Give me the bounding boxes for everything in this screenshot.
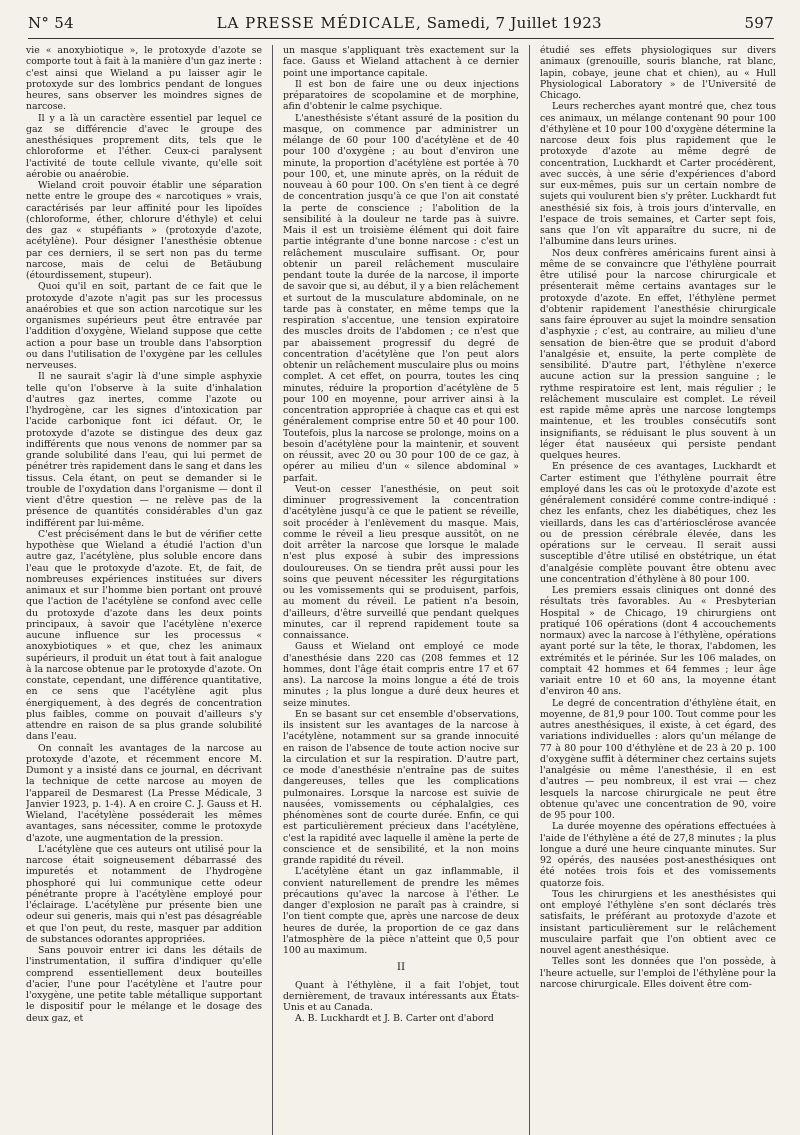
paragraph: L'acétylène que ces auteurs ont utilisé pour la narcose était soigneusement débarrassé des impuretés et notamment de l'hydrogène phosphoré qui lui communique cette odeur pénétrante propre à l'acétylène employé pour l'éclairage. L'acétylène pur présente bien une odeur sui generis, mais qui n'est pas désagréable et que l'on peut, du reste, masquer par addition de substances odorantes appropriées. <box>26 843 263 945</box>
paragraph: L'acétylène étant un gaz inflammable, il convient naturellement de prendre les mêmes précautions qu'avec la narcose à l'éther. Le danger d'explosion ne paraît pas à craindre, si l'on tient compte que, après une narcose de deux heures de durée, la proportion de ce gaz dans l'atmosphère de la pièce n'atteint que 0,5 pour 100 au maximum. <box>282 866 519 956</box>
paragraph: Gauss et Wieland ont employé ce mode d'anesthésie dans 220 cas (208 femmes et 12 hommes, dont l'âge était compris entre 17 et 67 ans). La narcose la moins longue a été de trois minutes ; la plus longue a duré deux heures et seize minutes. <box>282 641 519 709</box>
column-1 <box>26 45 262 1135</box>
paragraph: Telles sont les données que l'on possède, à l'heure actuelle, sur l'emploi de l'éthylène pour la narcose chirurgicale. Elles doivent être com- <box>539 956 776 990</box>
masthead <box>217 14 602 32</box>
paragraph: étudié ses effets physiologiques sur divers animaux (grenouille, souris blanche, rat blanc, lapin, cobaye, jeune chat et chien), au « Hull Physiological Laboratory » de l'Université de Chicago. <box>539 45 776 101</box>
column-2 <box>283 45 519 1135</box>
paragraph: On connaît les avantages de la narcose au protoxyde d'azote, et récemment encore M. Dumont y a insisté dans ce journal, en décrivant la technique de cette narcose au moyen de l'appareil de Desmarest (La Presse Médicale, 3 Janvier 1923, p. 1-4). A en croire C. J. Gauss et H. Wieland, l'acétylène posséderait les mêmes avantages, sans nécessiter, comme le protoxyde d'azote, une augmentation de la pression. <box>26 742 263 844</box>
paragraph: Tous les chirurgiens et les anesthésistes qui ont employé l'éthylène s'en sont déclarés très satisfaits, le préférant au protoxyde d'azote et insistant particulièrement sur le relâchement musculaire parfait que l'on obtient avec ce nouvel agent anesthésique. <box>539 888 776 956</box>
section-number: II <box>396 961 406 974</box>
paragraph: Sans pouvoir entrer ici dans les détails de l'instrumentation, il suffira d'indiquer qu'elle comprend essentiellement deux bouteilles d'acier, l'une pour l'acétylène et l'autre pour l'oxygène, une petite table métallique supportant le dispositif pour le mélange et le dosage des deux gaz, et <box>26 945 263 1024</box>
column-rule <box>529 45 530 1135</box>
paragraph: En se basant sur cet ensemble d'observations, ils insistent sur les avantages de la narcose à l'acétylène, notamment sur sa grande innocuité en raison de l'absence de toute action nocive sur la circulation et sur la respiration. D'autre part, ce mode d'anesthésie n'entraîne pas de suites dangereuses, telles que les complications pulmonaires. Lorsque la narcose est suivie de nausées, vomissements ou céphalalgies, ces phénomènes sont de courte durée. Enfin, ce qui est particulièrement précieux dans l'acétylène, c'est la rapidité avec laquelle il amène la perte de conscience et de sensibilité, et la non moins grande rapidité du réveil. <box>282 708 519 866</box>
paragraph: Veut-on cesser l'anesthésie, on peut soit diminuer progressivement la concentration d'acétylène jusqu'à ce que le patient se réveille, soit procéder à l'enlèvement du masque. Mais, comme le réveil a lieu presque aussitôt, on ne doit arrêter la narcose que lorsque le malade n'est plus exposé à subir des impressions douloureuses. On se tiendra prêt aussi pour les soins que peuvent nécessiter les régurgitations ou les vomissements qui se produisent, parfois, au moment du réveil. Le patient n'a besoin, d'ailleurs, d'être surveillé que pendant quelques minutes, car il reprend rapidement toute sa connaissance. <box>282 483 519 641</box>
paragraph: En présence de ces avantages, Luckhardt et Carter estiment que l'éthylène pourrait être employé dans les cas où le protoxyde d'azote est généralement considéré comme contre-indiqué : chez les enfants, chez les diabétiques, chez les vieillards, dans les cas d'artériosclérose avancée ou de pression cérébrale élevée, dans les opérations sur le cerveau. Il serait aussi susceptible d'être utilisé en obstétrique, un état d'analgésie complète pouvant être obtenu avec une concentration d'éthylène à 80 pour 100. <box>539 461 776 585</box>
paragraph: vie « anoxybiotique », le protoxyde d'azote se comporte tout à fait à la manière d'un gaz inerte : c'est ainsi que Wieland a pu laisser agir le protoxyde sur des lombrics pendant de longues heures, sans observer les moindres signes de narcose. <box>26 45 263 113</box>
page-number: 597 <box>744 14 774 32</box>
issue-number: N° 54 <box>28 14 74 32</box>
column-3 <box>540 45 776 1135</box>
paragraph: Quant à l'éthylène, il a fait l'objet, tout dernièrement, de travaux intéressants aux États-Unis et au Canada. <box>282 979 519 1013</box>
column-rule <box>272 45 273 1135</box>
text-columns <box>26 45 776 1135</box>
paragraph: A. B. Luckhardt et J. B. Carter ont d'abord <box>294 1013 494 1025</box>
paragraph: Il est bon de faire une ou deux injections préparatoires de scopolamine et de morphine, afin d'obtenir le calme psychique. <box>282 78 519 113</box>
page-header <box>28 14 774 39</box>
paragraph: Le degré de concentration d'éthylène était, en moyenne, de 81,9 pour 100. Tout comme pour les autres anesthésiques, il existe, à cet égard, des variations individuelles : alors qu'un mélange de 77 à 80 pour 100 d'éthylène et de 23 à 20 p. 100 d'oxygène suffit à déterminer chez certains sujets l'analgésie ou même l'anesthésie, il en est d'autres — peu nombreux, il est vrai — chez lesquels la narcose chirurgicale ne peut être obtenue qu'avec une concentration de 90, voire de 95 pour 100. <box>539 697 776 821</box>
paragraph: Wieland croit pouvoir établir une séparation nette entre le groupe des « narcotiques » vrais, caractérisés par leur affinité pour les lipoïdes (chloroforme, éther, chlorure d'éthyle) et celui des gaz « stupéfiants » (protoxyde d'azote, acétylène). Pour désigner l'anesthésie obtenue par ces derniers, il se sert non pas du terme narcose, mais de celui de Betäubung (étourdissement, stupeur). <box>26 180 263 281</box>
paragraph: C'est précisément dans le but de vérifier cette hypothèse que Wieland a étudié l'action d'un autre gaz, l'acétylène, plus soluble encore dans l'eau que le protoxyde d'azote. Et, de fait, de nombreuses expériences instituées sur divers animaux et sur l'homme bien portant ont prouvé que l'action de l'acétylène se confond avec celle du protoxyde d'azote dans les deux points principaux, à savoir que l'acétylène n'exerce aucune influence sur les processus « anoxybiotiques » et que, chez les animaux supérieurs, il produit un état tout à fait analogue à la narcose obtenue par le protoxyde d'azote. On constate, cependant, une différence quantitative, en ce sens que l'acétylène agit plus énergiquement, à des degrés de concentration plus faibles, comme on pouvait d'ailleurs s'y attendre en raison de sa plus grande solubilité dans l'eau. <box>26 528 263 743</box>
paragraph: Il y a là un caractère essentiel par lequel ce gaz se différencie d'avec le groupe des anesthésiques proprement dits, tels que le chloroforme et l'éther. Ceux-ci paralysent l'activité de toute cellule vivante, qu'elle soit aérobie ou anaérobie. <box>26 112 263 180</box>
paragraph: Les premiers essais cliniques ont donné des résultats très favorables. Au « Presbyterian Hospital » de Chicago, 19 chirurgiens ont pratiqué 106 opérations (dont 4 accouchements normaux) avec la narcose à l'éthylène, opérations ayant porté sur la tête, le thorax, l'abdomen, les extrémités et le périnée. Sur les 106 malades, on comptait 42 hommes et 64 femmes ; leur âge variait entre 10 et 60 ans, la moyenne étant d'environ 40 ans. <box>539 585 776 698</box>
paragraph: Il ne saurait s'agir là d'une simple asphyxie telle qu'on l'observe à la suite d'inhalation d'autres gaz inertes, comme l'azote ou l'hydrogène, car les signes d'intoxication par l'acide carbonique font ici défaut. Or, le protoxyde d'azote se distingue des deux gaz indifférents que nous venons de nommer par sa grande solubilité dans l'eau, qui lui permet de pénétrer très rapidement dans le sang et dans les tissus. Cela étant, on peut se demander si le trouble de l'oxydation dans l'organisme — dont il vient d'être question — ne relève pas de la présence de quantités considérables d'un gaz indifférent par lui-même. <box>26 371 263 529</box>
journal-title: LA PRESSE MÉDICALE, <box>216 14 422 32</box>
paragraph: L'anesthésiste s'étant assuré de la position du masque, on commence par administrer un mélange de 60 pour 100 d'acétylène et de 40 pour 100 d'oxygène ; au bout d'environ une minute, la proportion d'acétylène est portée à 70 pour 100, et, une minute après, on la réduit de nouveau à 60 pour 100. On s'en tient à ce degré de concentration jusqu'à ce que l'on ait constaté la perte de conscience ; l'abolition de la sensibilité à la douleur ne tarde pas à suivre. Mais il est un troisième élément qui doit faire partie intégrante d'une bonne narcose : c'est un relâchement musculaire suffisant. Or, pour obtenir un pareil relâchement musculaire pendant toute la durée de la narcose, il importe de savoir que si, au début, il y a bien relâchement et surtout de la musculature abdominale, on ne tarde pas à constater, en même temps que la respiration s'accentue, une tension expiratoire des muscles droits de l'abdomen ; ce n'est que par abaissement progressif du degré de concentration d'acétylène que l'on peut alors obtenir un relâchement musculaire plus ou moins complet. A cet effet, on pourra, toutes les cinq minutes, réduire la proportion d'acétylène de 5 pour 100 en moyenne, pour arriver ainsi à la concentration appropriée à chaque cas et qui est généralement comprise entre 50 et 40 pour 100. Toutefois, plus la narcose se prolonge, moins on a besoin d'acétylène pour la maintenir, et souvent on réussit, avec 20 ou 30 pour 100 de ce gaz, à opérer au milieu d'un « silence abdominal » parfait. <box>282 112 519 484</box>
paragraph: Leurs recherches ayant montré que, chez tous ces animaux, un mélange contenant 90 pour 100 d'éthylène et 10 pour 100 d'oxygène détermine la narcose deux fois plus rapidement que le protoxyde d'azote au même degré de concentration, Luckhardt et Carter procédèrent, avec succès, à une série d'expériences d'abord sur eux-mêmes, puis sur un certain nombre de sujets qui voulurent bien s'y prêter. Luckhardt fut anesthésié six fois, à trois jours d'intervalle, en l'espace de trois semaines, et Carter sept fois, sans que l'on vît apparaître du sucre, ni de l'albumine dans leurs urines. <box>539 101 776 248</box>
paragraph: Nos deux confrères américains furent ainsi à même de se convaincre que l'éthylène pourrait être utilisé pour la narcose chirurgicale et présenterait même certains avantages sur le protoxyde d'azote. En effet, l'éthylène permet d'obtenir rapidement l'anesthésie chirurgicale sans faire éprouver au sujet la moindre sensation d'asphyxie ; c'est, au contraire, au milieu d'une sensation de bien-être que se produit d'abord l'analgésie et, ensuite, la perte complète de sensibilité. D'autre part, l'éthylène n'exerce aucune action sur la pression sanguine ; le rythme respiratoire est lent, mais régulier ; le relâchement musculaire est complet. Le réveil est rapide même après une narcose longtemps maintenue, et les troubles consécutifs sont insignifiants, se réduisant le plus souvent à un léger état nauséeux qui persiste pendant quelques heures. <box>539 247 776 461</box>
paragraph: La durée moyenne des opérations effectuées à l'aide de l'éthylène a été de 27,8 minutes ; la plus longue a duré une heure cinquante minutes. Sur 92 opérés, des nausées post-anesthésiques ont été notées trois fois et des vomissements quatorze fois. <box>539 821 776 889</box>
paragraph: Quoi qu'il en soit, partant de ce fait que le protoxyde d'azote n'agit pas sur les processus anaérobies et que son action narcotique sur les organismes supérieurs peut être entravée par l'addition d'oxygène, Wieland suppose que cette action a pour base un trouble dans l'absorption ou dans l'utilisation de l'oxygène par les cellules nerveuses. <box>26 281 263 371</box>
paragraph: un masque s'appliquant très exactement sur la face. Gauss et Wieland attachent à ce dernier point une importance capitale. <box>282 45 519 79</box>
issue-date: Samedi, 7 Juillet 1923 <box>426 14 602 32</box>
